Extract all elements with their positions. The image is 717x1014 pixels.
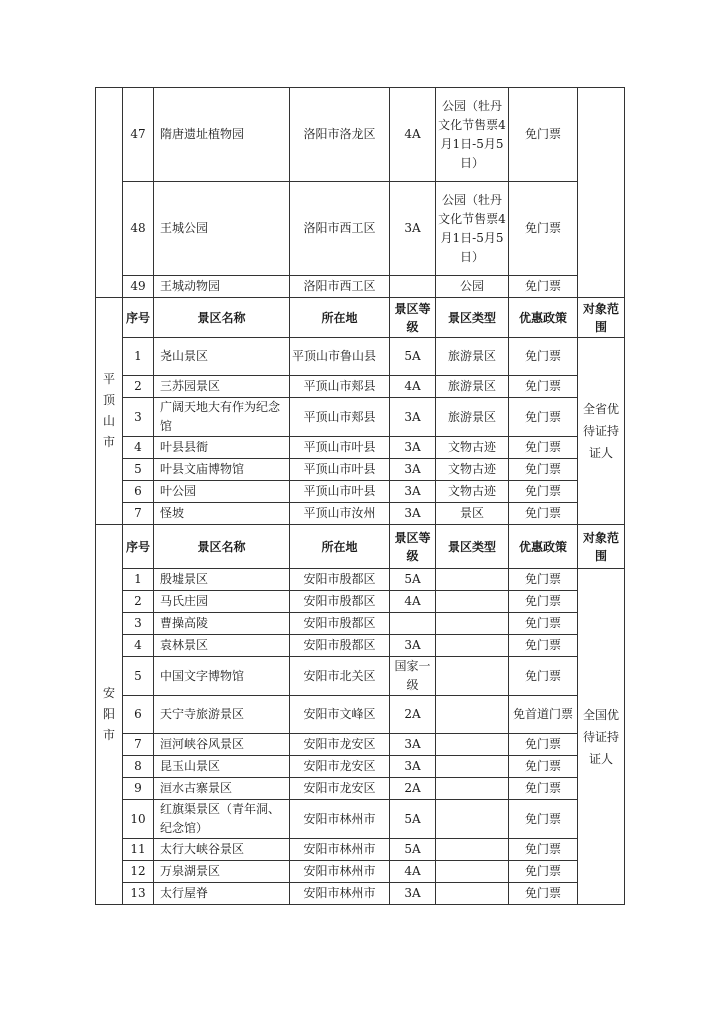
table-row bbox=[96, 696, 625, 734]
level-cell: 5A bbox=[390, 800, 436, 839]
name-cell: 红旗渠景区（青年洞、纪念馆） bbox=[154, 800, 290, 839]
level-cell: 3A bbox=[390, 481, 436, 503]
type-cell bbox=[436, 734, 509, 756]
level-cell bbox=[390, 613, 436, 635]
seq-cell: 8 bbox=[123, 756, 154, 778]
policy-cell: 免门票 bbox=[509, 734, 578, 756]
seq-cell: 5 bbox=[123, 657, 154, 696]
seq-cell: 3 bbox=[123, 398, 154, 437]
table-row bbox=[96, 276, 625, 298]
type-cell bbox=[436, 883, 509, 905]
name-cell: 昆玉山景区 bbox=[154, 756, 290, 778]
table-row bbox=[96, 88, 625, 182]
city-cell-anyang: 安阳市 bbox=[96, 525, 123, 905]
type-cell: 公园（牡丹文化节售票4月1日-5月5日） bbox=[436, 88, 509, 182]
type-cell bbox=[436, 569, 509, 591]
header-policy: 优惠政策 bbox=[509, 525, 578, 569]
seq-cell: 48 bbox=[123, 182, 154, 276]
level-cell: 3A bbox=[390, 459, 436, 481]
type-cell: 公园（牡丹文化节售票4月1日-5月5日） bbox=[436, 182, 509, 276]
seq-cell: 2 bbox=[123, 591, 154, 613]
table-row bbox=[96, 338, 625, 376]
header-name: 景区名称 bbox=[154, 525, 290, 569]
seq-cell: 9 bbox=[123, 778, 154, 800]
policy-cell: 免门票 bbox=[509, 338, 578, 376]
level-cell: 4A bbox=[390, 376, 436, 398]
location-cell: 平顶山市叶县 bbox=[290, 437, 390, 459]
type-cell: 旅游景区 bbox=[436, 398, 509, 437]
table-row bbox=[96, 734, 625, 756]
level-cell: 2A bbox=[390, 696, 436, 734]
name-cell: 中国文字博物馆 bbox=[154, 657, 290, 696]
type-cell bbox=[436, 839, 509, 861]
location-cell: 平顶山市郏县 bbox=[290, 398, 390, 437]
policy-cell: 免门票 bbox=[509, 778, 578, 800]
name-cell: 叶县文庙博物馆 bbox=[154, 459, 290, 481]
city-cell-pingdingshan: 平顶山市 bbox=[96, 298, 123, 525]
table-row bbox=[96, 657, 625, 696]
location-cell: 安阳市龙安区 bbox=[290, 756, 390, 778]
header-scope: 对象范围 bbox=[578, 298, 625, 338]
level-cell: 3A bbox=[390, 734, 436, 756]
location-cell: 安阳市林州市 bbox=[290, 839, 390, 861]
seq-cell: 2 bbox=[123, 376, 154, 398]
table-row bbox=[96, 883, 625, 905]
name-cell: 叶公园 bbox=[154, 481, 290, 503]
scenic-spot-table bbox=[95, 87, 625, 905]
type-cell bbox=[436, 591, 509, 613]
level-cell bbox=[390, 276, 436, 298]
location-cell: 平顶山市叶县 bbox=[290, 459, 390, 481]
name-cell: 袁林景区 bbox=[154, 635, 290, 657]
location-cell: 平顶山市鲁山县 bbox=[290, 338, 390, 376]
table-row bbox=[96, 778, 625, 800]
type-cell: 文物古迹 bbox=[436, 459, 509, 481]
policy-cell: 免门票 bbox=[509, 437, 578, 459]
name-cell: 殷墟景区 bbox=[154, 569, 290, 591]
seq-cell: 7 bbox=[123, 734, 154, 756]
seq-cell: 6 bbox=[123, 481, 154, 503]
type-cell bbox=[436, 635, 509, 657]
scope-cell-pingdingshan: 全省优待证持证人 bbox=[578, 338, 625, 525]
level-cell: 3A bbox=[390, 756, 436, 778]
location-cell: 平顶山市叶县 bbox=[290, 481, 390, 503]
seq-cell: 6 bbox=[123, 696, 154, 734]
seq-cell: 1 bbox=[123, 338, 154, 376]
seq-cell: 3 bbox=[123, 613, 154, 635]
policy-cell: 免门票 bbox=[509, 182, 578, 276]
location-cell: 洛阳市洛龙区 bbox=[290, 88, 390, 182]
location-cell: 安阳市殷都区 bbox=[290, 591, 390, 613]
level-cell: 国家一级 bbox=[390, 657, 436, 696]
name-cell: 马氏庄园 bbox=[154, 591, 290, 613]
name-cell: 王城动物园 bbox=[154, 276, 290, 298]
header-seq: 序号 bbox=[123, 525, 154, 569]
location-cell: 安阳市殷都区 bbox=[290, 613, 390, 635]
name-cell: 尧山景区 bbox=[154, 338, 290, 376]
header-location: 所在地 bbox=[290, 298, 390, 338]
seq-cell: 47 bbox=[123, 88, 154, 182]
name-cell: 太行屋脊 bbox=[154, 883, 290, 905]
header-type: 景区类型 bbox=[436, 525, 509, 569]
type-cell bbox=[436, 696, 509, 734]
table-row bbox=[96, 481, 625, 503]
policy-cell: 免门票 bbox=[509, 635, 578, 657]
type-cell bbox=[436, 613, 509, 635]
location-cell: 安阳市林州市 bbox=[290, 861, 390, 883]
policy-cell: 免门票 bbox=[509, 861, 578, 883]
table-row bbox=[96, 591, 625, 613]
name-cell: 万泉湖景区 bbox=[154, 861, 290, 883]
table-row bbox=[96, 756, 625, 778]
header-seq: 序号 bbox=[123, 298, 154, 338]
name-cell: 隋唐遗址植物园 bbox=[154, 88, 290, 182]
header-name: 景区名称 bbox=[154, 298, 290, 338]
level-cell: 3A bbox=[390, 635, 436, 657]
section-header-row bbox=[96, 525, 625, 569]
table-row bbox=[96, 398, 625, 437]
header-policy: 优惠政策 bbox=[509, 298, 578, 338]
policy-cell: 免门票 bbox=[509, 756, 578, 778]
name-cell: 天宁寺旅游景区 bbox=[154, 696, 290, 734]
level-cell: 4A bbox=[390, 591, 436, 613]
seq-cell: 12 bbox=[123, 861, 154, 883]
name-cell: 洹河峡谷风景区 bbox=[154, 734, 290, 756]
type-cell bbox=[436, 778, 509, 800]
level-cell: 3A bbox=[390, 503, 436, 525]
name-cell: 王城公园 bbox=[154, 182, 290, 276]
location-cell: 平顶山市郏县 bbox=[290, 376, 390, 398]
table-row bbox=[96, 182, 625, 276]
type-cell: 旅游景区 bbox=[436, 376, 509, 398]
location-cell: 安阳市龙安区 bbox=[290, 734, 390, 756]
seq-cell: 7 bbox=[123, 503, 154, 525]
name-cell: 广阔天地大有作为纪念馆 bbox=[154, 398, 290, 437]
policy-cell: 免门票 bbox=[509, 481, 578, 503]
seq-cell: 1 bbox=[123, 569, 154, 591]
section-header-row bbox=[96, 298, 625, 338]
header-scope: 对象范围 bbox=[578, 525, 625, 569]
level-cell: 3A bbox=[390, 883, 436, 905]
scope-cell-luoyang bbox=[578, 88, 625, 298]
table-row bbox=[96, 861, 625, 883]
location-cell: 洛阳市西工区 bbox=[290, 276, 390, 298]
policy-cell: 免门票 bbox=[509, 800, 578, 839]
level-cell: 5A bbox=[390, 569, 436, 591]
level-cell: 4A bbox=[390, 88, 436, 182]
location-cell: 安阳市殷都区 bbox=[290, 635, 390, 657]
level-cell: 3A bbox=[390, 398, 436, 437]
table-row bbox=[96, 437, 625, 459]
name-cell: 洹水古寨景区 bbox=[154, 778, 290, 800]
policy-cell: 免门票 bbox=[509, 839, 578, 861]
document-page bbox=[95, 87, 624, 905]
type-cell: 文物古迹 bbox=[436, 437, 509, 459]
location-cell: 洛阳市西工区 bbox=[290, 182, 390, 276]
table-row bbox=[96, 569, 625, 591]
policy-cell: 免门票 bbox=[509, 376, 578, 398]
type-cell bbox=[436, 756, 509, 778]
policy-cell: 免门票 bbox=[509, 613, 578, 635]
table-row bbox=[96, 459, 625, 481]
type-cell: 公园 bbox=[436, 276, 509, 298]
header-location: 所在地 bbox=[290, 525, 390, 569]
location-cell: 安阳市北关区 bbox=[290, 657, 390, 696]
seq-cell: 13 bbox=[123, 883, 154, 905]
name-cell: 三苏园景区 bbox=[154, 376, 290, 398]
location-cell: 平顶山市汝州 bbox=[290, 503, 390, 525]
policy-cell: 免门票 bbox=[509, 657, 578, 696]
policy-cell: 免门票 bbox=[509, 276, 578, 298]
policy-cell: 免门票 bbox=[509, 459, 578, 481]
name-cell: 太行大峡谷景区 bbox=[154, 839, 290, 861]
level-cell: 5A bbox=[390, 839, 436, 861]
table-row bbox=[96, 613, 625, 635]
type-cell: 景区 bbox=[436, 503, 509, 525]
table-row bbox=[96, 839, 625, 861]
header-level: 景区等级 bbox=[390, 525, 436, 569]
table-row bbox=[96, 503, 625, 525]
table-row bbox=[96, 800, 625, 839]
policy-cell: 免门票 bbox=[509, 88, 578, 182]
header-level: 景区等级 bbox=[390, 298, 436, 338]
header-type: 景区类型 bbox=[436, 298, 509, 338]
table-row bbox=[96, 376, 625, 398]
level-cell: 2A bbox=[390, 778, 436, 800]
table-row bbox=[96, 635, 625, 657]
type-cell bbox=[436, 657, 509, 696]
policy-cell: 免门票 bbox=[509, 503, 578, 525]
city-cell-luoyang bbox=[96, 88, 123, 298]
location-cell: 安阳市文峰区 bbox=[290, 696, 390, 734]
policy-cell: 免门票 bbox=[509, 591, 578, 613]
level-cell: 3A bbox=[390, 182, 436, 276]
scope-cell-anyang: 全国优待证持证人 bbox=[578, 569, 625, 905]
policy-cell: 免首道门票 bbox=[509, 696, 578, 734]
seq-cell: 4 bbox=[123, 437, 154, 459]
policy-cell: 免门票 bbox=[509, 569, 578, 591]
type-cell: 文物古迹 bbox=[436, 481, 509, 503]
seq-cell: 4 bbox=[123, 635, 154, 657]
name-cell: 叶县县衙 bbox=[154, 437, 290, 459]
location-cell: 安阳市林州市 bbox=[290, 800, 390, 839]
type-cell bbox=[436, 800, 509, 839]
policy-cell: 免门票 bbox=[509, 398, 578, 437]
level-cell: 3A bbox=[390, 437, 436, 459]
location-cell: 安阳市殷都区 bbox=[290, 569, 390, 591]
level-cell: 4A bbox=[390, 861, 436, 883]
type-cell: 旅游景区 bbox=[436, 338, 509, 376]
policy-cell: 免门票 bbox=[509, 883, 578, 905]
name-cell: 怪坡 bbox=[154, 503, 290, 525]
location-cell: 安阳市林州市 bbox=[290, 883, 390, 905]
level-cell: 5A bbox=[390, 338, 436, 376]
seq-cell: 49 bbox=[123, 276, 154, 298]
location-cell: 安阳市龙安区 bbox=[290, 778, 390, 800]
type-cell bbox=[436, 861, 509, 883]
seq-cell: 10 bbox=[123, 800, 154, 839]
name-cell: 曹操高陵 bbox=[154, 613, 290, 635]
seq-cell: 11 bbox=[123, 839, 154, 861]
seq-cell: 5 bbox=[123, 459, 154, 481]
